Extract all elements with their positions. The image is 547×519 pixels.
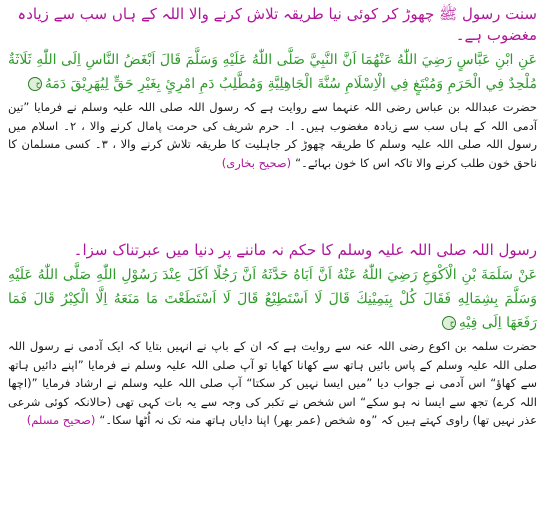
arabic-hadith-text — [8, 48, 537, 96]
hadith-section-1 — [8, 4, 537, 240]
arabic-hadith-text — [8, 263, 537, 335]
translation-text: حضرت عبداللہ بن عباس رضی اللہ عنہما سے روایت ہے کہ رسول اللہ صلی اللہ علیہ وسلم نے فرمایا ”تین آدمی اللہ کے ہاں سب سے زیادہ مغضوب ہیں۔ ا۔ حرم شریف کی حرمت پامال کرنے والا ، ۲۔ اسلام میں رسول اللہ صلی اللہ علیہ وسلم کا طریقہ چھوڑ کر جاہلیت کا طریقہ تلاش کرنے والا ، ۳۔ کسی مسلمان کا ناحق خون طلب کرنے والا تاکہ اس کا خون بہائے۔“ — [8, 100, 538, 170]
section-heading: رسول اللہ صلی اللہ علیہ وسلم کا حکم نہ ماننے پر دنیا میں عبرتناک سزا۔ — [73, 241, 537, 259]
section-heading: سنت رسول ﷺ چھوڑ کر کوئی نیا طریقہ تلاش کرنے والا اللہ کے ہاں سب سے زیادہ مغضوب ہے۔ — [17, 5, 537, 44]
source-reference: (صحیح بخاری) — [221, 155, 292, 170]
translation-text: حضرت سلمہ بن اکوع رضی اللہ عنہ سے روایت ہے کہ ان کے باپ نے انہیں بتایا کہ ایک آدمی نے رسول اللہ صلی اللہ علیہ وسلم کے پاس بائیں ہاتھ سے کھانا کھایا تو آپ صلی اللہ علیہ وسلم نے فرمایا ”اپنے دائیں ہاتھ سے کھاؤ“ اس آدمی نے جواب دیا ”میں ایسا نہیں کر سکتا“ آپ صلی اللہ علیہ وسلم نے ارشاد فرمایا ”(اچھا اللہ کرے) تجھ سے ایسا نہ ہو سکے“ اس شخص نے تکبر کی وجہ سے یہ بات کہی تھی (حالانکہ کوئی شرعی عذر نہیں تھا) راوی کہتے ہیں کہ ”وہ شخص (عمر بھر) اپنا دایاں ہاتھ منہ تک نہ اُٹھا سکا۔“ — [8, 339, 537, 427]
arabic-text: عَنْ سَلَمَةَ بْنِ الْاَكْوَعِ رَضِيَ اللّٰهُ عَنْهُ اَنَّ اَبَاهُ حَدَّثَهُ اَنَّ رَجُلًا اَكَلَ عِنْدَ رَسُوْلِ اللّٰهِ صَلَّى اللّٰهُ عَلَيْهِ وَسَلَّمَ بِشِمَالِهِ فَقَالَ كُلْ بِيَمِيْنِكَ قَالَ لَا اَسْتَطِيْعُ قَالَ لَا اَسْتَطَعْتَ مَا مَنَعَهُ اِلَّا الْكِبْرُ قَالَ فَمَا رَفَعَهَا اِلَى فِيْهِ — [8, 267, 537, 331]
urdu-translation — [8, 337, 537, 430]
source-reference: (صحیح مسلم) — [26, 413, 96, 427]
urdu-translation — [8, 98, 537, 172]
hadith-section-2 — [8, 240, 537, 510]
arabic-text: عَنِ ابْنِ عَبَّاسٍ رَضِيَ اللّٰهُ عَنْهُمَا اَنَّ النَّبِيَّ صَلَّى اللّٰهُ عَلَيْهِ وَسَلَّمَ قَالَ اَبْغَضُ النَّاسِ اِلَى اللّٰهِ ثَلَاثَةٌ مُلْحِدٌ فِي الْحَرَمِ وَمُبْتَغٍ فِي الْاِسْلَامِ سُنَّةَ الْجَاهِلِيَّةِ وَمُطَّلِبُ دَمِ امْرِئٍ بِغَيْرِ حَقٍّ لِيُهَرِيْقَ دَمَهُ — [8, 52, 537, 92]
hadith-seal-icon: ح — [28, 77, 42, 91]
hadith-seal-icon: ح — [442, 316, 456, 330]
